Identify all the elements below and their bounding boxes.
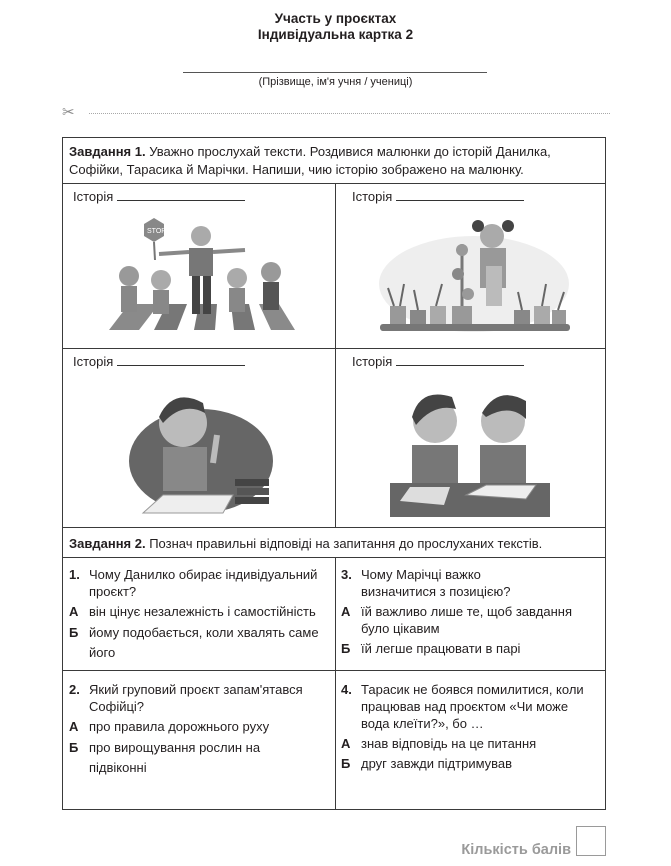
question-2: 2. Який груповий проєкт запам'ятався Софійці? А про правила дорожнього руху Б про вирощування рослин на підвіконні xyxy=(69,681,331,781)
score-input-box[interactable] xyxy=(576,826,606,856)
answer-option[interactable]: А їй важливо лише те, щоб завдання було цікавим xyxy=(341,604,573,636)
task2-text: Познач правильні відповіді на запитання до прослуханих текстів. xyxy=(145,536,543,551)
divider xyxy=(335,557,336,810)
story-label-3: Історія xyxy=(73,353,245,369)
divider xyxy=(63,670,605,671)
student-name-caption: (Прізвище, ім'я учня / учениці) xyxy=(258,76,413,88)
question-1: 1. Чому Данилко обирає індивідуальний проєкт? А він цінує незалежність і самостійність Б йому подобається, коли хвалять саме його xyxy=(69,566,331,666)
two-boys-illustration xyxy=(390,383,550,518)
answer-option[interactable]: Б друг завжди підтримував xyxy=(341,756,513,771)
flowers-illustration xyxy=(374,214,574,336)
divider xyxy=(63,557,605,558)
boy-studying-illustration xyxy=(123,383,283,518)
svg-text:STOP: STOP xyxy=(147,228,166,235)
story-answer-field-4[interactable] xyxy=(396,353,524,366)
story-answer-field-3[interactable] xyxy=(117,353,245,366)
story-label-1: Історія xyxy=(73,188,245,204)
answer-option[interactable]: А про правила дорожнього руху xyxy=(69,719,270,734)
answer-option[interactable]: Б йому подобається, коли хвалять саме його xyxy=(69,625,319,660)
story-cell-2 xyxy=(336,184,607,348)
story-label-2: Історія xyxy=(352,188,524,204)
task1-label: Завдання 1. xyxy=(69,144,146,159)
question-4: 4. Тарасик не боявся помилитися, коли працював над проєктом «Чи може вода клеїти?», бо … А знав відповідь на це питання Б друг завжди підтримував xyxy=(341,681,599,775)
worksheet-title: Участь у проєктах xyxy=(274,11,397,26)
divider xyxy=(63,527,605,528)
score-label: Кількість балів xyxy=(461,842,571,858)
answer-option[interactable]: Б про вирощування рослин на підвіконні xyxy=(69,740,261,775)
student-name-field[interactable] xyxy=(183,72,487,73)
cut-line xyxy=(62,106,610,120)
dotted-cut-guide xyxy=(89,113,610,114)
worksheet-table xyxy=(62,137,606,810)
story-answer-field-1[interactable] xyxy=(117,188,245,201)
task1-instructions xyxy=(69,143,599,179)
worksheet-subtitle: Індивідуальна картка 2 xyxy=(257,27,414,42)
task2-instructions xyxy=(69,535,599,553)
answer-option[interactable]: А він цінує незалежність і самостійність xyxy=(69,604,316,619)
story-label-4: Історія xyxy=(352,353,524,369)
answer-option[interactable]: Б їй легше працювати в парі xyxy=(341,641,521,656)
story-cell-1 xyxy=(63,184,334,348)
scissors-icon: ✂ xyxy=(62,104,75,121)
task1-text: Уважно прослухай тексти. Роздивися малюнки до історій Данилка, Софійки, Тарасика й Марічки. Напиши, чию історію зображено на малюнку. xyxy=(69,144,551,177)
crosswalk-illustration xyxy=(99,212,309,334)
story-cell-4 xyxy=(336,349,607,527)
story-cell-3 xyxy=(63,349,334,527)
answer-option[interactable]: А знав відповідь на це питання xyxy=(341,736,537,751)
task2-label: Завдання 2. xyxy=(69,536,146,551)
question-3: 3. Чому Марічці важко визначитися з позицією? А їй важливо лише те, щоб завдання було цікавим Б їй легше працювати в парі xyxy=(341,566,599,660)
story-answer-field-2[interactable] xyxy=(396,188,524,201)
